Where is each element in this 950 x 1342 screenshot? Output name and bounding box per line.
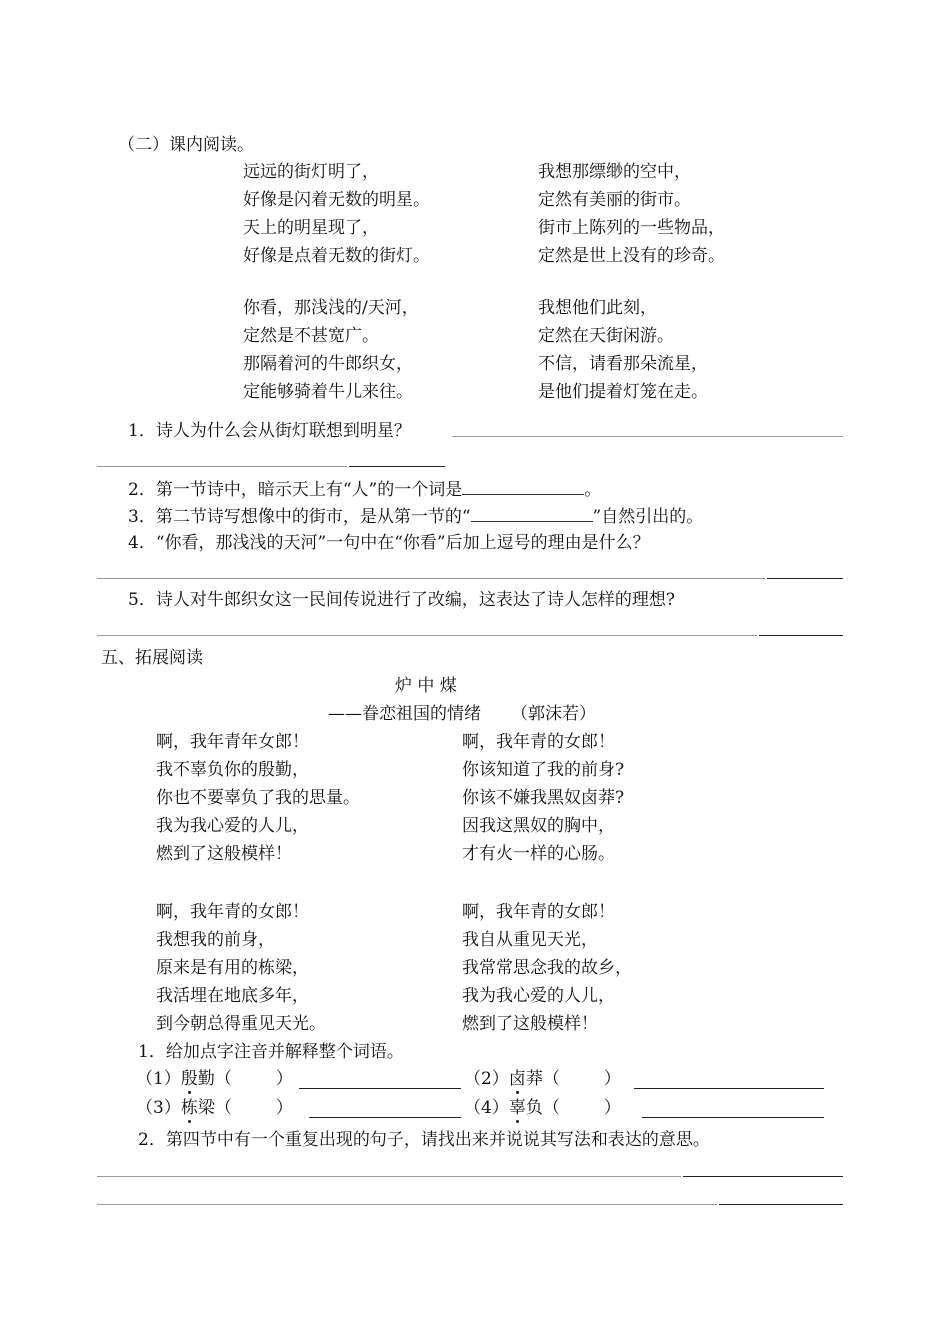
poem-line: 我不辜负你的殷勤， <box>156 760 309 780</box>
dotted-char: 辜 <box>508 1098 526 1118</box>
poem-line: 定然在天街闲游。 <box>538 326 674 346</box>
poem-line: 定然有美丽的街市。 <box>538 190 691 210</box>
answer-line[interactable] <box>97 635 757 636</box>
word-item-4: （4）辜负（ ） <box>464 1098 621 1118</box>
poem-line: 定然是不甚宽广。 <box>243 326 379 346</box>
poem-line: 我常常思念我的故乡， <box>462 958 632 978</box>
poem-line: 到今朝总得重见天光。 <box>156 1014 326 1034</box>
poem-line: 你看，那浅浅的/天河， <box>243 298 419 318</box>
poem-line: 我为我心爱的人儿， <box>156 816 309 836</box>
poem-line: 我想他们此刻， <box>538 298 657 318</box>
answer-line[interactable] <box>767 578 843 579</box>
dotted-char: 殷 <box>180 1069 198 1089</box>
answer-line[interactable] <box>719 1204 843 1205</box>
question-4: 4．“你看，那浅浅的天河”一句中在“你看”后加上逗号的理由是什么？ <box>128 533 650 553</box>
poem-line: 好像是闪着无数的明星。 <box>243 190 430 210</box>
poem-line: 啊，我年青年女郎！ <box>156 732 309 752</box>
answer-line[interactable] <box>349 466 445 467</box>
poem-line: 那隔着河的牛郎织女， <box>243 354 413 374</box>
fill-blank[interactable] <box>462 478 584 495</box>
section-title-extended-reading: 五、拓展阅读 <box>101 648 203 668</box>
poem-line: 你该知道了我的前身? <box>462 760 625 780</box>
poem-line: 我想我的前身， <box>156 930 275 950</box>
word-item-3: （3）栋梁（ ） <box>136 1098 293 1118</box>
answer-line[interactable] <box>683 1176 843 1177</box>
poem-line: 不信，请看那朵流星， <box>538 354 708 374</box>
answer-line[interactable] <box>97 1176 681 1177</box>
word-item-2: （2）卤莽（ ） <box>464 1069 621 1089</box>
poem-line: 好像是点着无数的街灯。 <box>243 246 430 266</box>
poem-line: 定能够骑着牛儿来往。 <box>243 382 413 402</box>
answer-line[interactable] <box>759 635 843 636</box>
section-title-reading: （二）课内阅读。 <box>118 135 254 155</box>
ext-question-1: 1．给加点字注音并解释整个词语。 <box>138 1042 404 1062</box>
poem-line: 我想那缥缈的空中， <box>538 162 691 182</box>
poem-line: 啊，我年青的女郎！ <box>462 732 615 752</box>
answer-line[interactable] <box>97 1204 717 1205</box>
poem-line: 定然是世上没有的珍奇。 <box>538 246 725 266</box>
poem-title: 炉 中 煤 <box>395 676 457 696</box>
answer-line[interactable] <box>452 436 843 437</box>
poem-line: 燃到了这般模样！ <box>156 844 292 864</box>
poem-line: 我为我心爱的人儿， <box>462 986 615 1006</box>
answer-line[interactable] <box>634 1088 824 1089</box>
answer-line[interactable] <box>642 1117 824 1118</box>
poem-author: （郭沫若） <box>511 704 596 724</box>
poem-line: 远远的街灯明了， <box>243 162 379 182</box>
answer-line[interactable] <box>97 466 347 467</box>
poem-line: 才有火一样的心肠。 <box>462 844 615 864</box>
poem-line: 是他们提着灯笼在走。 <box>538 382 708 402</box>
question-1: 1．诗人为什么会从街灯联想到明星？ <box>128 421 411 441</box>
poem-line: 燃到了这般模样！ <box>462 1014 598 1034</box>
poem2-left-column <box>156 728 360 1038</box>
poem-line: 你该不嫌我黑奴卤莽? <box>462 788 625 808</box>
poem-line: 因我这黑奴的胸中， <box>462 816 615 836</box>
poem-line: 啊，我年青的女郎！ <box>462 902 615 922</box>
answer-line[interactable] <box>299 1088 461 1089</box>
poem2-right-column <box>462 728 632 1038</box>
dotted-char: 栋 <box>180 1098 198 1118</box>
question-2: 2．第一节诗中，暗示天上有“人”的一个词是 。 <box>128 480 602 500</box>
poem-line: 啊，我年青的女郎！ <box>156 902 309 922</box>
poem-line: 原来是有用的栋梁， <box>156 958 309 978</box>
question-3: 3．第二节诗写想像中的街市，是从第一节的“ ”自然引出的。 <box>128 507 704 527</box>
ext-question-2: 2．第四节中有一个重复出现的句子，请找出来并说说其写法和表达的意思。 <box>138 1130 710 1150</box>
fill-blank[interactable] <box>471 505 593 522</box>
answer-line[interactable] <box>309 1117 461 1118</box>
poem-right-column <box>538 158 725 406</box>
poem-line: 天上的明星现了， <box>243 218 379 238</box>
poem-line: 我活埋在地底多年， <box>156 986 309 1006</box>
poem-line: 街市上陈列的一些物品， <box>538 218 725 238</box>
poem-subtitle: ——眷恋祖国的情绪 （郭沫若） <box>328 704 596 724</box>
poem-line: 你也不要辜负了我的思量。 <box>156 788 360 808</box>
question-5: 5．诗人对牛郎织女这一民间传说进行了改编，这表达了诗人怎样的理想? <box>128 590 675 610</box>
poem-line: 我自从重见天光， <box>462 930 598 950</box>
poem-left-column <box>243 158 430 406</box>
dotted-char: 卤 <box>508 1069 526 1089</box>
word-item-1: （1）殷勤（ ） <box>136 1069 293 1089</box>
answer-line[interactable] <box>97 578 765 579</box>
